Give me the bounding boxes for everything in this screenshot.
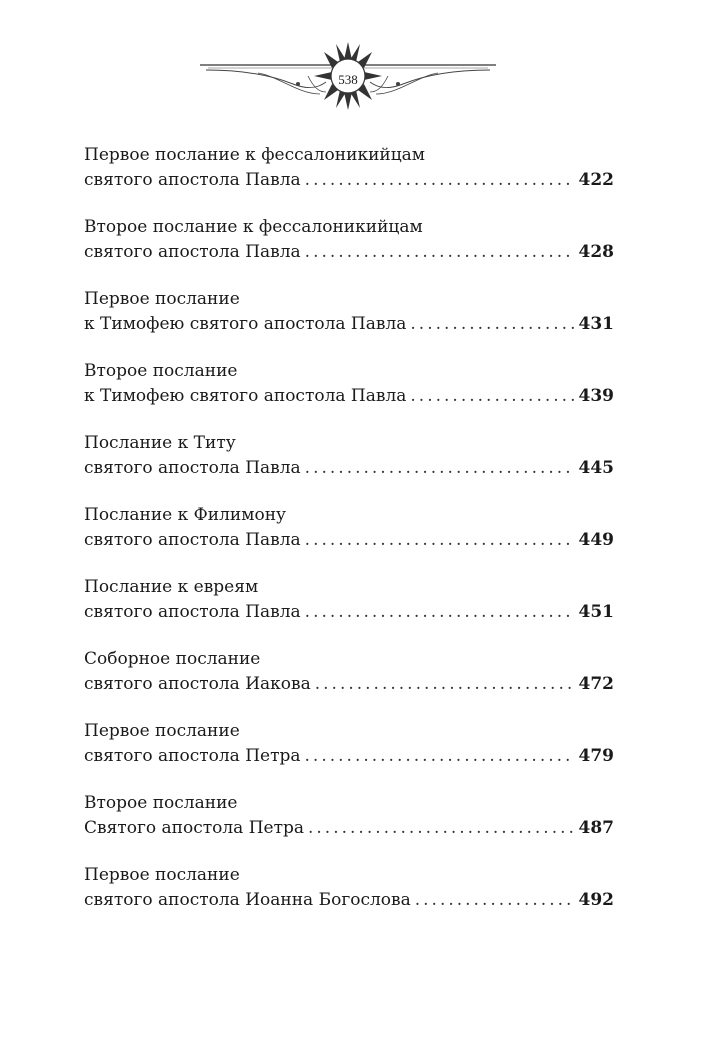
toc-entry-title: Соборное послание (84, 649, 261, 669)
dot-leader (415, 888, 575, 913)
page-number: 538 (338, 72, 358, 87)
toc-page-number: 449 (578, 530, 614, 550)
toc-entry-title: Первое послание (84, 289, 240, 309)
toc-entry-subtitle: святого апостола Павла (84, 170, 301, 190)
toc-entry-title: Второе послание (84, 361, 238, 381)
toc-entry[interactable] (84, 791, 614, 863)
dot-leader (315, 672, 575, 697)
toc-page-number: 479 (578, 746, 614, 766)
toc-page-number: 445 (578, 458, 614, 478)
toc-page-number: 428 (578, 242, 614, 262)
toc-entry-subtitle: святого апостола Павла (84, 458, 301, 478)
toc-entry[interactable] (84, 359, 614, 431)
toc-entry[interactable] (84, 143, 614, 215)
dot-leader (410, 312, 574, 337)
toc-entry[interactable] (84, 719, 614, 791)
toc-entry[interactable] (84, 863, 614, 935)
toc-page-number: 422 (578, 170, 614, 190)
toc-entry[interactable] (84, 215, 614, 287)
dot-leader (305, 456, 575, 481)
dot-leader (410, 384, 574, 409)
dot-leader (305, 240, 575, 265)
toc-entry-title: Первое послание (84, 865, 240, 885)
toc-page-number: 451 (578, 602, 614, 622)
toc-entry[interactable] (84, 503, 614, 575)
table-of-contents (84, 143, 614, 935)
toc-entry-subtitle: святого апостола Петра (84, 746, 301, 766)
toc-entry-title: Первое послание (84, 721, 240, 741)
toc-entry-title: Послание к Титу (84, 433, 236, 453)
toc-entry-title: Послание к евреям (84, 577, 259, 597)
toc-entry-subtitle: к Тимофею святого апостола Павла (84, 314, 407, 334)
toc-page-number: 472 (578, 674, 614, 694)
toc-entry-subtitle: святого апостола Иакова (84, 674, 311, 694)
page-header (198, 40, 498, 112)
toc-entry[interactable] (84, 647, 614, 719)
toc-entry-title: Второе послание (84, 793, 238, 813)
toc-entry-title: Первое послание к фессалоникийцам (84, 145, 426, 165)
toc-entry-title: Послание к Филимону (84, 505, 287, 525)
toc-page-number: 487 (578, 818, 614, 838)
dot-leader (305, 528, 575, 553)
dot-leader (305, 600, 575, 625)
toc-entry-subtitle: святого апостола Павла (84, 602, 301, 622)
toc-entry[interactable] (84, 431, 614, 503)
toc-entry-subtitle: святого апостола Павла (84, 242, 301, 262)
dot-leader (305, 168, 575, 193)
toc-entry-title: Второе послание к фессалоникийцам (84, 217, 423, 237)
toc-entry-subtitle: святого апостола Иоанна Богослова (84, 890, 411, 910)
toc-page-number: 492 (578, 890, 614, 910)
toc-entry[interactable] (84, 287, 614, 359)
toc-page-number: 431 (578, 314, 614, 334)
toc-page-number: 439 (578, 386, 614, 406)
toc-entry-subtitle: святого апостола Павла (84, 530, 301, 550)
toc-entry-subtitle: к Тимофею святого апостола Павла (84, 386, 407, 406)
toc-entry-subtitle: Святого апостола Петра (84, 818, 304, 838)
dot-leader (308, 816, 575, 841)
toc-entry[interactable] (84, 575, 614, 647)
dot-leader (305, 744, 575, 769)
